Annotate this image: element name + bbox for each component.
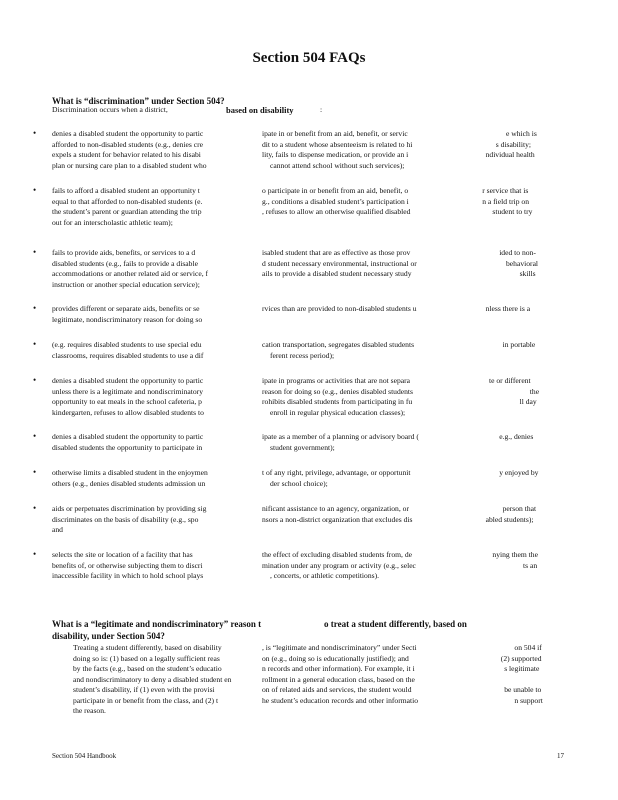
answer-text-segment: be unable to: [504, 685, 542, 694]
bullet-text-segment: , refuses to allow an otherwise qualified disabled: [262, 207, 411, 216]
bullet-text-segment: accommodations or another related aid or service, f: [52, 269, 209, 278]
bullet-text-segment: d student necessary environmental, instructional or: [262, 258, 417, 268]
bullet-text-segment: legitimate, nondiscriminatory reason for doing so: [52, 314, 203, 324]
bullet-text-segment: te or different: [489, 376, 531, 385]
bullet-text-segment: ndividual health: [485, 150, 535, 159]
bullet-text-segment: equal to that afforded to non-disabled students (e.: [52, 196, 203, 206]
bullet-text-segment: ided to non-: [499, 248, 536, 257]
bullet-text-segment: ts an: [523, 560, 538, 570]
bullet-text-segment: fails to provide aids, benefits, or services to a d: [52, 248, 196, 257]
bullet-text-segment: e.g., denies: [499, 432, 534, 441]
intro-text: Discrimination occurs when a district,: [52, 105, 168, 114]
bullet-marker: •: [33, 549, 37, 559]
bullet-text-segment: skills: [519, 269, 536, 278]
bullet-marker: •: [33, 339, 37, 349]
bullet-text-segment: plan or nursing care plan to a disabled student who: [52, 160, 207, 170]
bullet-text-segment: g., conditions a disabled student’s participation i: [262, 196, 409, 206]
footer-page-number: 17: [557, 752, 564, 760]
answer-text-segment: Treating a student differently, based on disability: [73, 643, 222, 652]
bullet-text-segment: mination under any program or activity (e.g., selec: [262, 560, 416, 570]
bullet-text-segment: student government);: [270, 442, 335, 452]
bullet-text-segment: isabled student that are as effective as those prov: [262, 248, 411, 257]
answer-text-segment: n support: [514, 695, 543, 705]
answer-text-segment: on 504 if: [514, 643, 542, 652]
bullet-text-segment: and: [52, 525, 63, 534]
bullet-text-segment: ll day: [519, 397, 537, 406]
bullet-text-segment: disabled students (e.g., fails to provide a disable: [52, 258, 198, 268]
bullet-marker: •: [33, 503, 37, 513]
bullet-text-segment: denies a disabled student the opportunity to partic: [52, 129, 204, 138]
bullet-text-segment: in portable: [502, 340, 536, 349]
answer-text-segment: , is “legitimate and nondiscriminatory” under Secti: [262, 643, 417, 652]
bullet-text-segment: y enjoyed by: [499, 468, 539, 477]
bullet-text-segment: der school choice);: [270, 478, 328, 488]
bullet-text-segment: s disability;: [495, 139, 532, 149]
intro-tail: :: [320, 105, 323, 114]
answer-text-segment: n records and other information). For example, it i: [262, 664, 415, 673]
answer-text-segment: and nondiscriminatory to deny a disabled student en: [73, 674, 232, 684]
bullet-text-segment: nsors a non-district organization that excludes dis: [262, 514, 413, 524]
bullet-text-segment: fails to afford a disabled student an opportunity t: [52, 186, 200, 195]
answer-text-segment: s legitimate: [504, 664, 540, 673]
answer-text-segment: rollment in a general education class, based on the: [262, 674, 415, 684]
answer-text-segment: (2) supported: [500, 653, 542, 663]
question-line2: disability, under Section 504?: [52, 631, 165, 641]
bullet-text-segment: abled students);: [485, 514, 534, 524]
bullet-text-segment: aids or perpetuates discrimination by providing sig: [52, 504, 207, 513]
bullet-text-segment: t of any right, privilege, advantage, or opportunit: [262, 468, 411, 477]
bullet-marker: •: [33, 128, 37, 138]
bullet-text-segment: nying them the: [492, 550, 538, 559]
bullet-text-segment: e which is: [506, 129, 537, 138]
answer-text-segment: on (e.g., doing so is educationally justified); and: [262, 653, 409, 663]
bullet-text-segment: cation transportation, segregates disabled students: [262, 340, 415, 349]
bullet-text-segment: benefits of, or otherwise subjecting them to discri: [52, 560, 203, 570]
bullet-text-segment: expels a student for behavior related to his disabi: [52, 150, 201, 159]
bullet-text-segment: nless there is a: [485, 304, 531, 313]
bullet-text-segment: afforded to non-disabled students (e.g., denies cre: [52, 139, 204, 149]
bullet-marker: •: [33, 375, 37, 385]
bullet-text-segment: denies a disabled student the opportunity to partic: [52, 432, 204, 441]
bullet-text-segment: the: [529, 386, 540, 396]
question-line1-left: What is a “legitimate and nondiscriminatory” reason t: [52, 619, 262, 629]
bullet-text-segment: person that: [502, 504, 537, 513]
bullet-text-segment: ipate in or benefit from an aid, benefit, or servic: [262, 129, 408, 138]
bullet-text-segment: cannot attend school without such services);: [270, 160, 405, 170]
bullet-text-segment: ipate as a member of a planning or advisory board (: [262, 432, 419, 441]
bullet-text-segment: the student’s parent or guardian attending the trip: [52, 207, 202, 216]
bullet-text-segment: n a field trip on: [482, 196, 530, 206]
footer-handbook-title: Section 504 Handbook: [52, 752, 117, 760]
answer-text-segment: the reason.: [73, 706, 106, 715]
bullet-text-segment: out for an interscholastic athletic team);: [52, 217, 173, 227]
bullet-text-segment: ipate in programs or activities that are not separa: [262, 376, 411, 385]
question-line1-right: o treat a student differently, based on: [324, 619, 467, 629]
bullet-text-segment: ferent recess period);: [270, 350, 335, 360]
answer-text-segment: student’s disability, if (1) even with the provisi: [73, 685, 215, 694]
bullet-text-segment: kindergarten, refuses to allow disabled students to: [52, 407, 204, 417]
bullet-text-segment: , concerts, or athletic competitions).: [270, 571, 380, 580]
answer-text-segment: participate in or benefit from the class, and (2) t: [73, 695, 219, 705]
bullet-text-segment: the effect of excluding disabled students from, de: [262, 550, 413, 559]
bullet-text-segment: enroll in regular physical education classes);: [270, 407, 406, 417]
bullet-text-segment: r service that is: [482, 186, 529, 195]
bullet-text-segment: disabled students the opportunity to participate in: [52, 442, 203, 452]
answer-text-segment: by the facts (e.g., based on the student’s educatio: [73, 664, 222, 673]
bullet-text-segment: lity, fails to dispense medication, or provide an i: [262, 150, 409, 159]
bullet-marker: •: [33, 185, 37, 195]
bullet-text-segment: dit to a student whose absenteeism is related to hi: [262, 139, 413, 149]
bullet-text-segment: student to try: [492, 207, 533, 216]
bullet-text-segment: reason for doing so (e.g., denies disabled students: [262, 386, 413, 396]
bullet-text-segment: classrooms, requires disabled students to use a dif: [52, 350, 204, 360]
bullet-marker: •: [33, 467, 37, 477]
bullet-text-segment: instruction or another special education service);: [52, 279, 200, 289]
bullet-marker: •: [33, 247, 37, 257]
bullet-text-segment: provides different or separate aids, benefits or se: [52, 304, 200, 313]
answer-text-segment: he student’s education records and other informatio: [262, 695, 419, 705]
question-heading-discrimination: What is “discrimination” under Section 504?: [52, 96, 225, 106]
bullet-text-segment: otherwise limits a disabled student in the enjoymen: [52, 468, 208, 477]
answer-text-segment: on of related aids and services, the student would: [262, 685, 412, 694]
bullet-text-segment: inaccessible facility in which to hold school plays: [52, 571, 204, 580]
bullet-text-segment: others (e.g., denies disabled students admission un: [52, 478, 206, 488]
bullet-text-segment: behavioral: [506, 258, 539, 268]
bullet-text-segment: (e.g. requires disabled students to use special edu: [52, 340, 202, 349]
page-title: Section 504 FAQs: [252, 50, 366, 66]
bullet-text-segment: denies a disabled student the opportunity to partic: [52, 376, 204, 385]
bullet-text-segment: discriminates on the basis of disability (e.g., spo: [52, 514, 199, 524]
answer-text-segment: doing so is: (1) based on a legally sufficient reas: [73, 653, 220, 663]
bullet-text-segment: nificant assistance to an agency, organization, or: [262, 504, 409, 513]
intro-bold-text: based on disability: [226, 105, 294, 115]
bullet-text-segment: selects the site or location of a facility that has: [52, 550, 193, 559]
bullet-text-segment: rohibits disabled students from participating in fu: [262, 397, 413, 406]
bullet-text-segment: rvices than are provided to non-disabled students u: [262, 304, 417, 313]
bullet-text-segment: unless there is a legitimate and nondiscriminatory: [52, 386, 203, 396]
bullet-marker: •: [33, 303, 37, 313]
bullet-text-segment: opportunity to eat meals in the school cafeteria, p: [52, 397, 202, 406]
question-heading-legitimate: [52, 619, 261, 629]
bullet-text-segment: o participate in or benefit from an aid, benefit, o: [262, 186, 409, 195]
bullet-marker: •: [33, 431, 37, 441]
bullet-text-segment: ails to provide a disabled student necessary study: [262, 269, 412, 278]
